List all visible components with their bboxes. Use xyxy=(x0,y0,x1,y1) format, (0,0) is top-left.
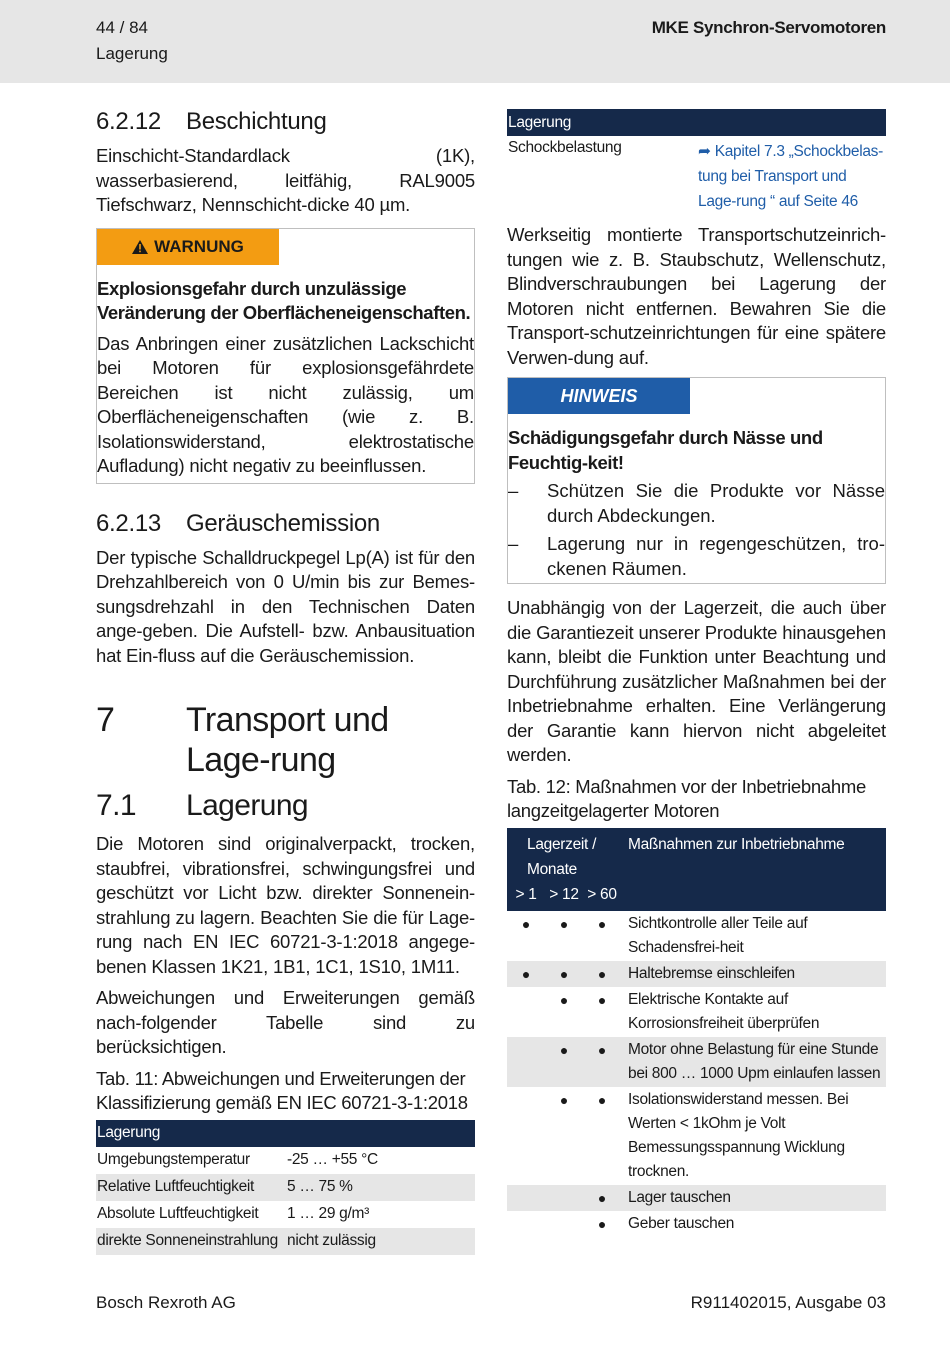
bullet: ● xyxy=(583,961,621,987)
footer-company: Bosch Rexroth AG xyxy=(96,1293,236,1312)
table-row xyxy=(507,1087,886,1185)
table-row xyxy=(507,911,886,961)
bullet: ● xyxy=(597,1215,607,1232)
header-section: Lagerung xyxy=(96,44,168,63)
warning-headline: Explosionsgefahr durch unzulässige Veränderung der Oberflächeneigenschaften. xyxy=(97,277,471,323)
table-row xyxy=(96,1228,475,1255)
notice-headline: Schädigungsgefahr durch Nässe und Feuchtig-keit! xyxy=(508,427,823,473)
table-row xyxy=(507,1037,886,1087)
table-11-header: Lagerung xyxy=(96,1120,475,1147)
table-row xyxy=(507,961,886,987)
table-cell: nicht zulässig xyxy=(286,1228,475,1255)
heading-title: Lagerung xyxy=(186,789,308,822)
chapter-title: Transport und Lage-rung xyxy=(186,701,389,779)
page-header xyxy=(0,0,950,83)
list-item: – Lagerung nur in regengeschützen, tro-ckenen Räumen. xyxy=(508,532,885,581)
shock-label: Schockbelastung xyxy=(508,139,622,156)
measure-text: Geber tauschen xyxy=(628,1214,735,1232)
table-11-caption: Tab. 11: Abweichungen und Erweiterungen der Klassifizierung gemäß EN IEC 60721-3-1:2018 xyxy=(96,1067,468,1113)
bullet xyxy=(545,1185,583,1211)
bullet: ● xyxy=(583,1037,621,1087)
table-cell: 1 … 29 g/m³ xyxy=(287,1205,369,1222)
bullet: ● xyxy=(597,915,607,932)
table-row xyxy=(96,1201,475,1228)
bullet: ● xyxy=(597,1091,607,1108)
heading-number: 7.1 xyxy=(96,789,136,822)
bullet xyxy=(507,1037,545,1087)
table-row xyxy=(96,1147,475,1174)
warning-triangle-icon xyxy=(132,240,148,254)
table-row xyxy=(507,1185,886,1211)
period-12: > 12 xyxy=(545,882,583,911)
measure-text: Motor ohne Belastung für eine Stunde bei 800 … 1000 Upm einlaufen lassen xyxy=(621,1037,886,1087)
table-cell: Umgebungstemperatur xyxy=(97,1151,250,1168)
bullet: ● xyxy=(507,961,545,987)
bullet xyxy=(507,1087,545,1185)
heading-7-1 xyxy=(96,786,475,826)
bullet: ● xyxy=(597,991,607,1008)
page-number: 44 / 84 xyxy=(96,18,148,37)
shock-table xyxy=(507,109,886,217)
heading-number: 6.2.12 xyxy=(96,108,161,135)
shock-table-header: Lagerung xyxy=(507,109,886,136)
table-row xyxy=(507,1211,886,1237)
heading-chapter-7 xyxy=(96,700,475,780)
heading-number: 6.2.13 xyxy=(96,509,161,537)
chapter-number: 7 xyxy=(96,701,115,739)
table-row xyxy=(507,136,886,217)
measure-text: Lager tauschen xyxy=(621,1185,886,1211)
table-cell: Relative Luftfeuchtigkeit xyxy=(96,1174,286,1201)
left-column xyxy=(96,108,475,1255)
measure-text: Elektrische Kontakte auf Korrosionsfreiheit überprüfen xyxy=(628,990,820,1032)
arrow-right-icon: ➦ xyxy=(698,143,711,160)
table-cell: direkte Sonneneinstrahlung xyxy=(96,1228,286,1255)
warning-label-text: WARNUNG xyxy=(154,236,244,256)
measure-text: Haltebremse einschleifen xyxy=(621,961,886,987)
noise-text: Der typische Schalldruckpegel Lp(A) ist für den Drehzahlbereich von 0 U/min bis zur Bemes-sungsdrehzahl in den Technischen Daten ange-geben. Die Aufstell- bzw. Anbausituation hat Ein-fluss auf die Geräuschemission. xyxy=(96,546,475,666)
table-12 xyxy=(507,828,886,1237)
heading-title: Geräuschemission xyxy=(186,509,380,537)
bullet: ● xyxy=(545,1037,583,1087)
warning-text: Das Anbringen einer zusätzlichen Lackschicht bei Motoren für explosionsgefährdete Bereichen ist nicht zulässig, um Oberflächeneigenschaften (wie z. B. Isolationswiderstand, elektrostatische Aufladung) nicht negativ zu beeinflussen. xyxy=(97,332,474,476)
shock-link[interactable] xyxy=(697,136,886,217)
notice-label: HINWEIS xyxy=(508,378,690,414)
table-11 xyxy=(96,1120,475,1255)
bullet: ● xyxy=(559,991,569,1008)
chapter-link-text[interactable]: Kapitel 7.3 „Schockbelas-tung bei Transport und Lage-rung “ auf Seite 46 xyxy=(698,143,883,210)
storage-time-header: Lagerzeit / Monate xyxy=(507,828,621,882)
list-item-text: Lagerung nur in regengeschützen, tro-ckenen Räumen. xyxy=(547,533,885,579)
bullet: ● xyxy=(559,915,569,932)
measure-text: Sichtkontrolle aller Teile auf Schadensfrei-heit xyxy=(628,914,808,956)
bullet: ● xyxy=(583,1185,621,1211)
bullet xyxy=(545,1211,583,1237)
notice-box xyxy=(507,377,886,584)
period-1: > 1 xyxy=(507,882,545,911)
right-column xyxy=(507,109,886,1237)
bullet: ● xyxy=(545,961,583,987)
transport-protection-text: Werkseitig montierte Transportschutzeinrich-tungen wie z. B. Staubschutz, Wellenschutz, Blindverschraubungen bei Lagerung der Motoren nicht entfernen. Bewahren Sie die Transport-schutzeinrichtungen für eine spätere Verwen-dung auf. xyxy=(507,224,886,368)
warning-label xyxy=(97,229,279,265)
list-item-text: Schützen Sie die Produkte vor Nässe durch Abdeckungen. xyxy=(547,480,885,526)
table-cell: Absolute Luftfeuchtigkeit xyxy=(97,1205,259,1222)
table-12-caption: Tab. 12: Maßnahmen vor der Inbetriebnahme langzeitgelagerter Motoren xyxy=(507,775,866,821)
table-cell: -25 … +55 °C xyxy=(287,1151,378,1168)
warning-box xyxy=(96,228,475,484)
measure-text: Isolationswiderstand messen. Bei Werten < 1kOhm je Volt Bemessungsspannung Wicklung trocknen. xyxy=(628,1090,849,1180)
footer-document-id: R911402015, Ausgabe 03 xyxy=(690,1293,886,1312)
coating-text: Einschicht-Standardlack (1K), wasserbasierend, leitfähig, RAL9005 Tiefschwarz, Nennschicht-dicke 40 µm. xyxy=(96,145,475,215)
document-title: MKE Synchron-Servomotoren xyxy=(651,18,886,37)
bullet xyxy=(507,1211,545,1237)
table-row xyxy=(96,1174,475,1201)
measures-header: Maßnahmen zur Inbetriebnahme xyxy=(621,828,886,882)
table-row xyxy=(507,987,886,1037)
heading-6-2-13 xyxy=(96,510,475,538)
heading-6-2-12 xyxy=(96,108,475,136)
bullet: ● xyxy=(559,1091,569,1108)
heading-title: Beschichtung xyxy=(186,108,327,135)
period-60: > 60 xyxy=(583,882,621,911)
warranty-text: Unabhängig von der Lagerzeit, die auch über die Garantiezeit unserer Produkte hinausgehen kann, bleibt die Funktion unter Beachtung und Durchführung zusätzlicher Maßnahmen bei der Inbetriebnahme erhalten. Eine Verlängerung der Garantie kann hiervon nicht abgeleitet werden. xyxy=(507,597,886,765)
list-item: – Schützen Sie die Produkte vor Nässe durch Abdeckungen. xyxy=(508,479,885,528)
bullet xyxy=(507,987,545,1037)
table-cell: 5 … 75 % xyxy=(286,1174,475,1201)
bullet xyxy=(507,1185,545,1211)
bullet: ● xyxy=(521,915,531,932)
storage-text: Die Motoren sind originalverpackt, trocken, staubfrei, vibrationsfrei, schwingungsfrei und geschützt vor Licht bzw. direkter Sonnenein-strahlung zu lagern. Beachten Sie die für Lage-rung nach EN IEC 60721-3-1:2018 angege-benen Klassen 1K21, 1B1, 1C1, 1S10, 1M11. xyxy=(96,833,475,977)
deviations-text: Abweichungen und Erweiterungen gemäß nach-folgender Tabelle sind zu berücksichtigen. xyxy=(96,987,475,1057)
